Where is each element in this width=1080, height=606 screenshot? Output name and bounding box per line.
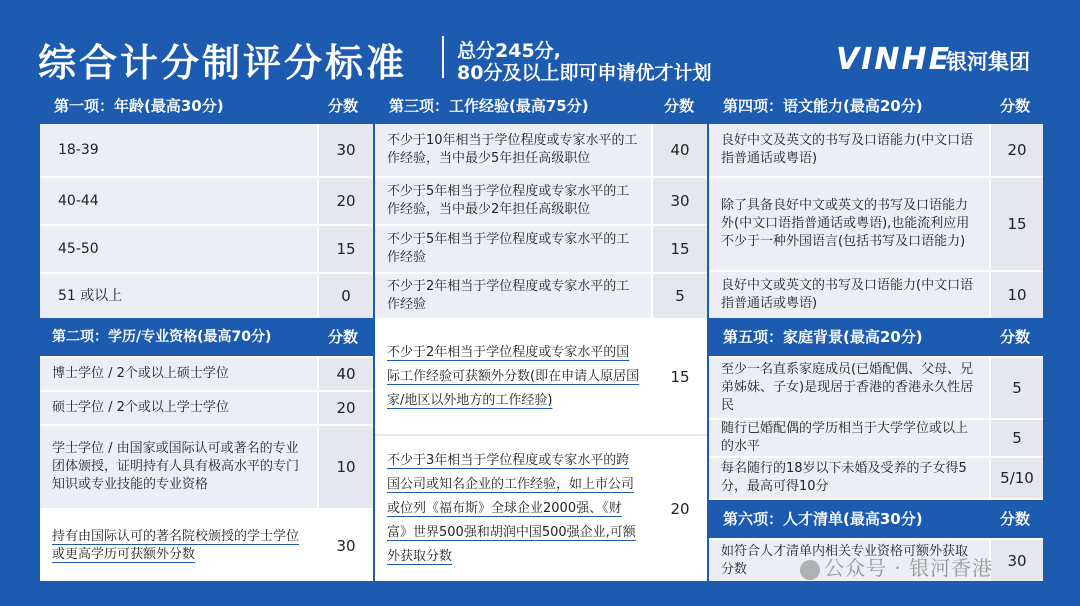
work-score-header: 分数 <box>651 88 707 124</box>
language-score-header: 分数 <box>987 88 1043 124</box>
language-row-label: 良好中文及英文的书写及口语能力(中文口语指普通话或粤语) <box>709 124 989 176</box>
age-row-score: 30 <box>319 124 373 176</box>
work-row-score: 30 <box>653 178 707 224</box>
education-row-label: 博士学位 / 2个或以上硕士学位 <box>40 358 317 390</box>
work-row-score: 40 <box>653 124 707 176</box>
talent-row-score: 30 <box>991 540 1043 581</box>
family-row-label: 随行已婚配偶的学历相当于大学学位或以上的水平 <box>709 420 989 456</box>
middle-panel <box>375 88 707 581</box>
brand-name: 银河集团 <box>946 50 1030 74</box>
header-divider <box>442 36 444 78</box>
watermark <box>800 552 993 581</box>
work-extra-label <box>375 436 651 581</box>
age-row-label: 45-50 <box>40 226 317 272</box>
age-header: 第一项：年龄(最高30分) <box>40 88 313 124</box>
talent-row-label: 如符合人才清单内相关专业资格可额外获取分数 <box>709 540 989 581</box>
age-score-header: 分数 <box>313 88 373 124</box>
education-row-score: 20 <box>319 392 373 424</box>
age-row-label: 18-39 <box>40 124 317 176</box>
work-row-score: 15 <box>653 226 707 272</box>
header <box>0 0 1080 86</box>
header-subtitle-line2: 80分及以上即可申请优才计划 <box>457 62 712 84</box>
family-row-score: 5 <box>991 358 1043 418</box>
language-row-score: 20 <box>991 124 1043 176</box>
family-row-score: 5/10 <box>991 458 1043 498</box>
age-row-score: 15 <box>319 226 373 272</box>
work-extra-text: 不少于3年相当于学位程度或专家水平的跨国公司或知名企业的工作经验，如上市公司或位列《福布斯》全球企业2000强、《财富》世界500强和胡润中国500强企业,可额外获取分数 <box>387 452 636 564</box>
work-header: 第三项：工作经验(最高75分) <box>375 88 651 124</box>
work-row-score: 20 <box>653 436 707 581</box>
education-row-score: 30 <box>319 510 373 581</box>
education-extra-label <box>40 510 317 581</box>
education-row-score: 10 <box>319 426 373 508</box>
work-extra-label <box>375 320 651 434</box>
education-extra-text: 持有由国际认可的著名院校颁授的学士学位或更高学历可获额外分数 <box>52 528 300 562</box>
family-row-label: 每名随行的18岁以下未婚及受养的子女得5分，最高可得10分 <box>709 458 989 498</box>
work-row-label: 不少于10年相当于学位程度或专家水平的工作经验，当中最少5年担任高级职位 <box>375 124 651 176</box>
education-header: 第二项：学历/专业资格(最高70分) <box>40 318 313 356</box>
age-row-score: 20 <box>319 178 373 224</box>
language-header: 第四项：语文能力(最高20分) <box>709 88 987 124</box>
talent-score-header: 分数 <box>987 500 1043 538</box>
work-row-score: 5 <box>653 274 707 318</box>
age-row-label: 40-44 <box>40 178 317 224</box>
education-row-label: 硕士学位 / 2个或以上学士学位 <box>40 392 317 424</box>
language-row-score: 15 <box>991 178 1043 270</box>
family-header: 第五项：家庭背景(最高20分) <box>709 318 987 356</box>
education-row-label: 学士学位 / 由国家或国际认可或著名的专业团体颁授，证明持有人具有极高水平的专门知识或专业技能的专业资格 <box>40 426 317 508</box>
language-row-score: 10 <box>991 272 1043 318</box>
family-row-score: 5 <box>991 420 1043 456</box>
education-row-score: 40 <box>319 358 373 390</box>
header-subtitle-line1: 总分245分, <box>457 40 561 62</box>
work-row-label: 不少于5年相当于学位程度或专家水平的工作经验，当中最少2年担任高级职位 <box>375 178 651 224</box>
right-panel <box>709 88 1043 581</box>
work-row-label: 不少于2年相当于学位程度或专家水平的工作经验 <box>375 274 651 318</box>
work-extra-text: 不少于2年相当于学位程度或专家水平的国际工作经验可获额外分数(即在申请人原居国家/地区以外地方的工作经验) <box>387 345 640 408</box>
work-row-label: 不少于5年相当于学位程度或专家水平的工作经验 <box>375 226 651 272</box>
page-title: 综合计分制评分标准 <box>38 41 408 85</box>
watermark-text: 公众号 · 银河香港 <box>824 556 994 580</box>
age-row-label: 51 或以上 <box>40 274 317 318</box>
family-score-header: 分数 <box>987 318 1043 356</box>
family-row-label: 至少一名直系家庭成员(已婚配偶、父母、兄弟姊妹、子女)是现居于香港的香港永久性居民 <box>709 358 989 418</box>
talent-header: 第六项：人才清单(最高30分) <box>709 500 987 538</box>
work-row-score: 15 <box>653 320 707 434</box>
language-row-label: 除了具备良好中文或英文的书写及口语能力外(中文口语指普通话或粤语),也能流利应用不少于一种外国语言(包括书写及口语能力) <box>709 178 989 270</box>
brand-logo: VINHE <box>836 42 952 77</box>
education-score-header: 分数 <box>313 318 373 356</box>
left-panel <box>40 88 373 581</box>
age-row-score: 0 <box>319 274 373 318</box>
wechat-icon <box>800 560 820 580</box>
language-row-label: 良好中文或英文的书写及口语能力(中文口语指普通话或粤语) <box>709 272 989 318</box>
